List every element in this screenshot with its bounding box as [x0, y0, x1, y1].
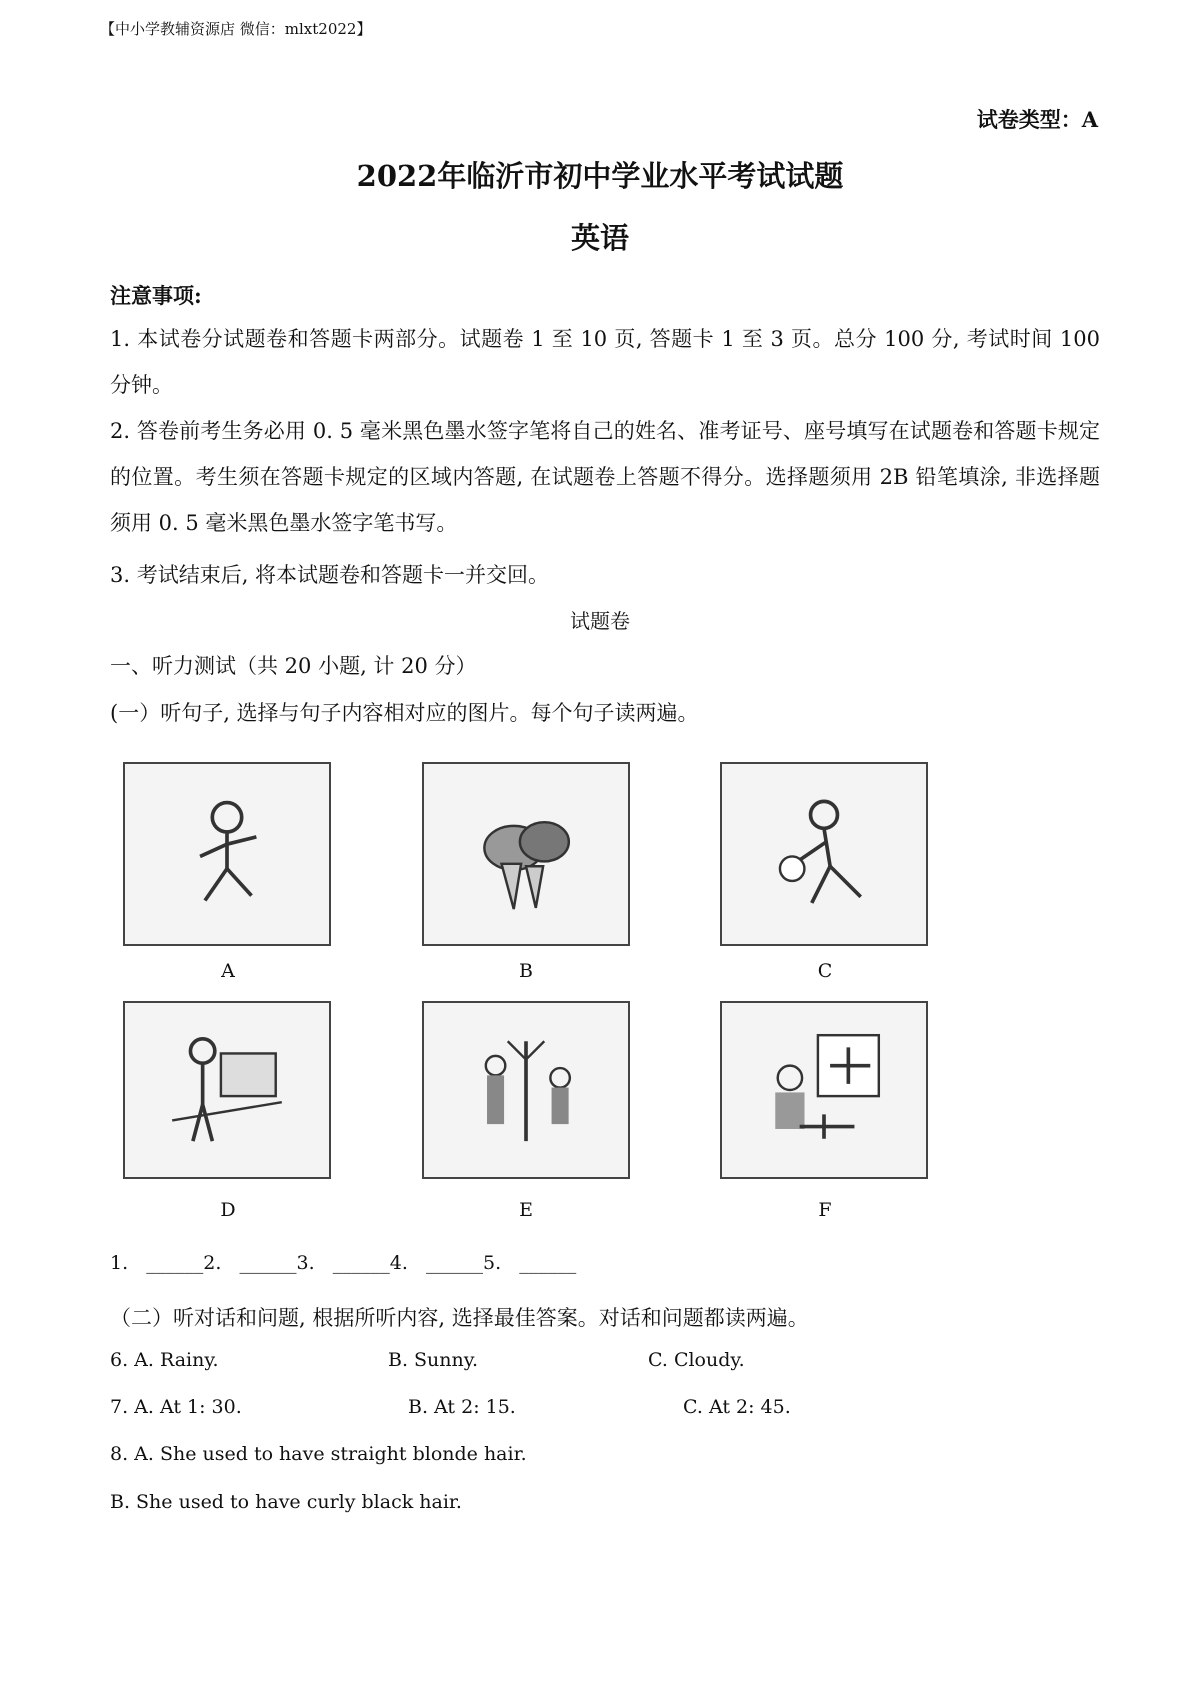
- header-tag: 【中小学教辅资源店 微信：mlxt2022】: [100, 20, 372, 38]
- boy-carrying-box-icon: [166, 1029, 288, 1151]
- subject-title: 英语: [570, 221, 629, 255]
- notice-item-2: 2. 答卷前考生务必用 0. 5 毫米黑色墨水签字笔将自己的姓名、准考证号、座号填写在试题卷和答题卡规定的位置。考生须在答题卡规定的区域内答题, 在试题卷上答题不得分。选择题须用 2B 铅笔填涂, 非选择题须用 0. 5 毫米黑色墨水签字笔书写。: [110, 419, 1100, 535]
- q6-option-a: 6. A. Rainy.: [110, 1349, 219, 1371]
- subsection-title-1: (一）听句子, 选择与句子内容相对应的图片。每个句子读两遍。: [110, 701, 699, 725]
- q8-option-a: 8. A. She used to have straight blonde hair.: [110, 1443, 527, 1465]
- q7-option-c: C. At 2: 45.: [683, 1396, 791, 1418]
- q6-option-b: B. Sunny.: [388, 1349, 479, 1371]
- picture-label-a: A: [221, 960, 235, 982]
- notice-heading: 注意事项:: [110, 283, 202, 308]
- q7-option-a: 7. A. At 1: 30.: [110, 1396, 242, 1418]
- picture-d: [123, 1001, 331, 1179]
- subsection-title-2: （二）听对话和问题, 根据所听内容, 选择最佳答案。对话和问题都读两遍。: [110, 1306, 809, 1330]
- model-plane-icon: [763, 1029, 885, 1151]
- picture-label-d: D: [220, 1199, 236, 1221]
- boy-running-icon: [166, 791, 288, 917]
- paper-type: 试卷类型：A: [976, 107, 1098, 132]
- picture-e: [422, 1001, 630, 1179]
- notice-item-1: 1. 本试卷分试题卷和答题卡两部分。试题卷 1 至 10 页, 答题卡 1 至 3 页。总分 100 分, 考试时间 100 分钟。: [110, 327, 1100, 397]
- picture-label-e: E: [519, 1199, 533, 1221]
- planting-tree-icon: [465, 1029, 587, 1151]
- q6-option-c: C. Cloudy.: [648, 1349, 745, 1371]
- picture-b: [422, 762, 630, 946]
- notice-item-3: 3. 考试结束后, 将本试题卷和答题卡一并交回。: [110, 563, 550, 587]
- section-label: 试题卷: [570, 609, 630, 633]
- q7-option-b: B. At 2: 15.: [408, 1396, 516, 1418]
- part-title: 一、听力测试（共 20 小题, 计 20 分）: [110, 654, 477, 678]
- q8-option-b: B. She used to have curly black hair.: [110, 1491, 462, 1513]
- girl-volleyball-icon: [763, 791, 885, 917]
- picture-label-c: C: [817, 960, 833, 982]
- answer-blanks: 1. ______2. ______3. ______4. ______5. ______: [110, 1252, 577, 1274]
- picture-c: [720, 762, 928, 946]
- picture-f: [720, 1001, 928, 1179]
- picture-a: [123, 762, 331, 946]
- picture-label-f: F: [818, 1199, 832, 1221]
- vegetables-icon: [465, 791, 587, 917]
- exam-title: 2022年临沂市初中学业水平考试试题: [356, 159, 844, 193]
- picture-label-b: B: [519, 960, 533, 982]
